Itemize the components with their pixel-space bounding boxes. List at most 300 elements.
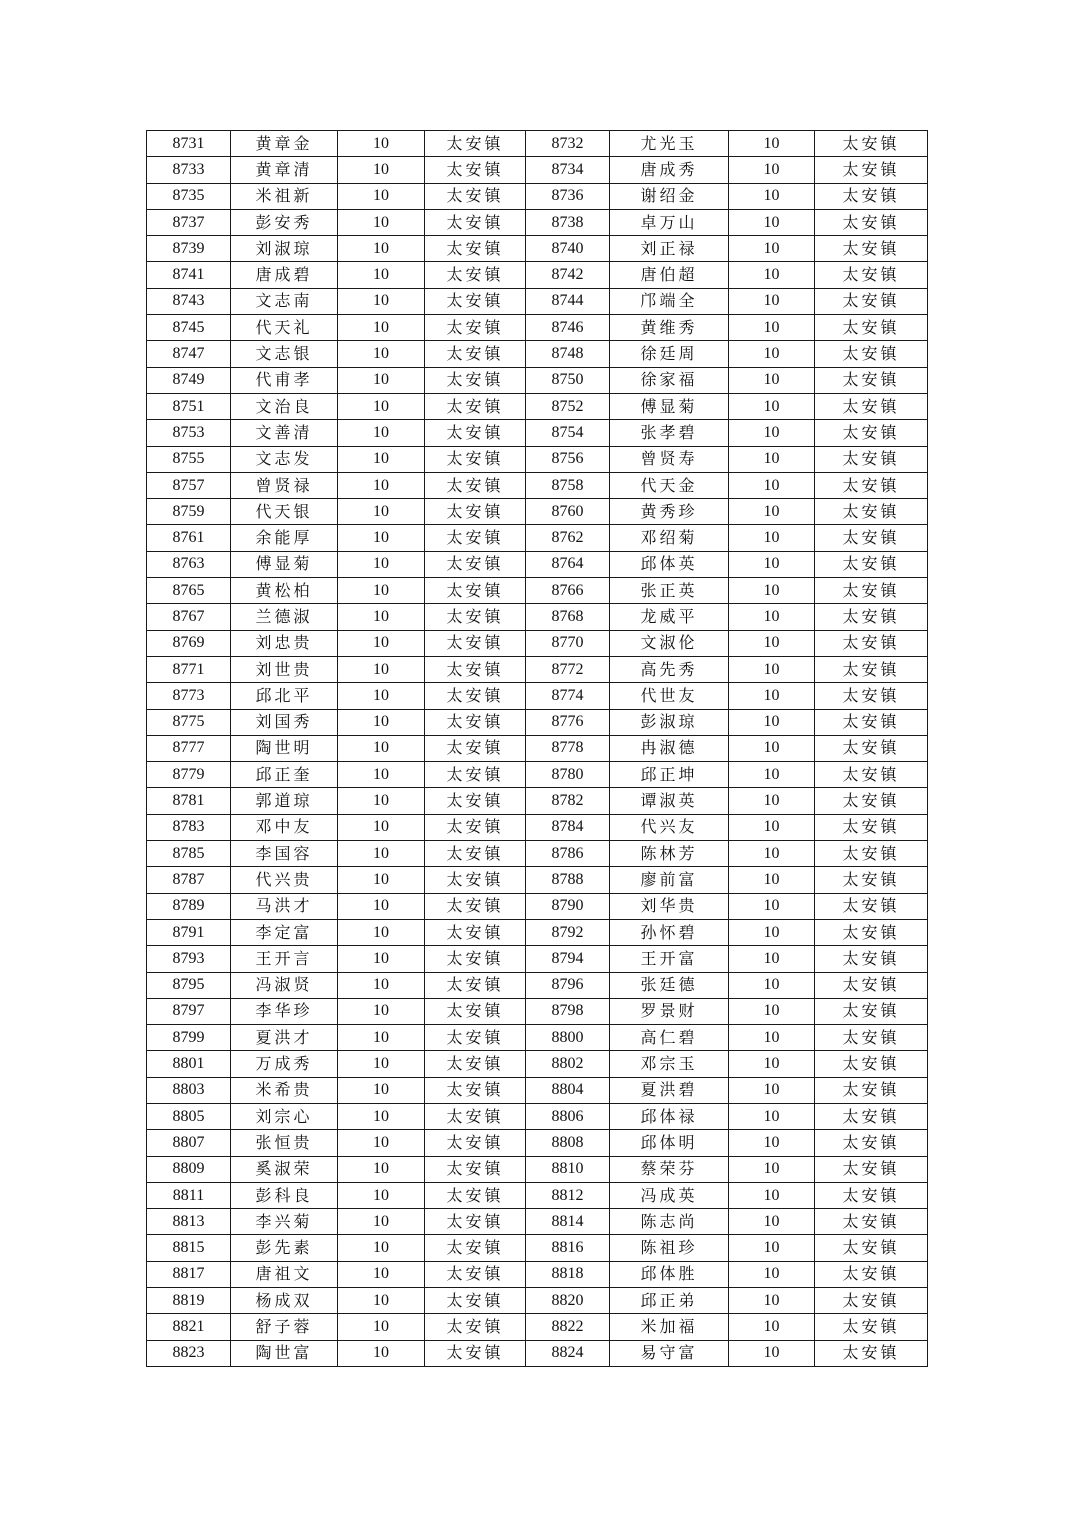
left-record-number-cell: 8809: [147, 1156, 231, 1182]
right-amount-cell: 10: [729, 131, 815, 157]
table-row: [147, 1025, 928, 1051]
right-township-cell: 太安镇: [815, 604, 928, 630]
left-amount-cell: 10: [338, 604, 425, 630]
left-township-cell: 太安镇: [425, 630, 526, 656]
left-amount-cell: 10: [338, 157, 425, 183]
left-township-cell: 太安镇: [425, 262, 526, 288]
right-township-cell: 太安镇: [815, 420, 928, 446]
right-amount-cell: 10: [729, 998, 815, 1024]
right-record-number-cell: 8752: [526, 393, 610, 419]
right-person-name-cell: 邓绍菊: [610, 525, 729, 551]
table-row: [147, 1288, 928, 1314]
left-person-name-cell: 兰德淑: [231, 604, 338, 630]
right-amount-cell: 10: [729, 1182, 815, 1208]
left-township-cell: 太安镇: [425, 893, 526, 919]
table-row: [147, 131, 928, 157]
table-row: [147, 341, 928, 367]
right-amount-cell: 10: [729, 393, 815, 419]
left-person-name-cell: 黄章金: [231, 131, 338, 157]
left-township-cell: 太安镇: [425, 393, 526, 419]
left-amount-cell: 10: [338, 683, 425, 709]
table-row: [147, 525, 928, 551]
left-person-name-cell: 唐成碧: [231, 262, 338, 288]
left-record-number-cell: 8779: [147, 762, 231, 788]
left-township-cell: 太安镇: [425, 998, 526, 1024]
left-township-cell: 太安镇: [425, 183, 526, 209]
left-township-cell: 太安镇: [425, 946, 526, 972]
right-person-name-cell: 尤光玉: [610, 131, 729, 157]
left-amount-cell: 10: [338, 788, 425, 814]
right-record-number-cell: 8796: [526, 972, 610, 998]
right-amount-cell: 10: [729, 841, 815, 867]
table-row: [147, 1261, 928, 1287]
right-person-name-cell: 龙威平: [610, 604, 729, 630]
left-township-cell: 太安镇: [425, 1261, 526, 1287]
right-amount-cell: 10: [729, 893, 815, 919]
right-person-name-cell: 邱正坤: [610, 762, 729, 788]
table-row: [147, 288, 928, 314]
left-record-number-cell: 8767: [147, 604, 231, 630]
left-record-number-cell: 8743: [147, 288, 231, 314]
left-township-cell: 太安镇: [425, 735, 526, 761]
left-amount-cell: 10: [338, 709, 425, 735]
right-township-cell: 太安镇: [815, 1340, 928, 1366]
left-amount-cell: 10: [338, 814, 425, 840]
table-row: [147, 183, 928, 209]
left-record-number-cell: 8735: [147, 183, 231, 209]
right-amount-cell: 10: [729, 420, 815, 446]
right-record-number-cell: 8812: [526, 1182, 610, 1208]
right-person-name-cell: 廖前富: [610, 867, 729, 893]
left-record-number-cell: 8815: [147, 1235, 231, 1261]
left-person-name-cell: 余能厚: [231, 525, 338, 551]
table-row: [147, 656, 928, 682]
left-township-cell: 太安镇: [425, 1025, 526, 1051]
right-person-name-cell: 谢绍金: [610, 183, 729, 209]
left-amount-cell: 10: [338, 1209, 425, 1235]
right-person-name-cell: 谭淑英: [610, 788, 729, 814]
right-township-cell: 太安镇: [815, 946, 928, 972]
right-record-number-cell: 8802: [526, 1051, 610, 1077]
right-person-name-cell: 徐廷周: [610, 341, 729, 367]
right-amount-cell: 10: [729, 788, 815, 814]
right-record-number-cell: 8770: [526, 630, 610, 656]
left-amount-cell: 10: [338, 525, 425, 551]
right-person-name-cell: 邱体胜: [610, 1261, 729, 1287]
right-township-cell: 太安镇: [815, 867, 928, 893]
left-person-name-cell: 王开言: [231, 946, 338, 972]
right-township-cell: 太安镇: [815, 262, 928, 288]
left-person-name-cell: 刘国秀: [231, 709, 338, 735]
left-person-name-cell: 彭安秀: [231, 209, 338, 235]
left-person-name-cell: 舒子蓉: [231, 1314, 338, 1340]
right-amount-cell: 10: [729, 1025, 815, 1051]
right-amount-cell: 10: [729, 814, 815, 840]
left-township-cell: 太安镇: [425, 1130, 526, 1156]
right-record-number-cell: 8736: [526, 183, 610, 209]
left-township-cell: 太安镇: [425, 1156, 526, 1182]
left-person-name-cell: 陶世富: [231, 1340, 338, 1366]
right-township-cell: 太安镇: [815, 1261, 928, 1287]
left-amount-cell: 10: [338, 1288, 425, 1314]
right-person-name-cell: 冯成英: [610, 1182, 729, 1208]
right-amount-cell: 10: [729, 1130, 815, 1156]
left-township-cell: 太安镇: [425, 288, 526, 314]
roster-body: [147, 131, 928, 1367]
right-record-number-cell: 8808: [526, 1130, 610, 1156]
left-record-number-cell: 8737: [147, 209, 231, 235]
left-record-number-cell: 8733: [147, 157, 231, 183]
left-record-number-cell: 8803: [147, 1077, 231, 1103]
right-record-number-cell: 8764: [526, 551, 610, 577]
left-record-number-cell: 8763: [147, 551, 231, 577]
left-record-number-cell: 8745: [147, 315, 231, 341]
right-amount-cell: 10: [729, 1314, 815, 1340]
left-record-number-cell: 8755: [147, 446, 231, 472]
right-record-number-cell: 8756: [526, 446, 610, 472]
right-record-number-cell: 8782: [526, 788, 610, 814]
right-record-number-cell: 8818: [526, 1261, 610, 1287]
right-amount-cell: 10: [729, 288, 815, 314]
right-amount-cell: 10: [729, 762, 815, 788]
left-amount-cell: 10: [338, 131, 425, 157]
left-record-number-cell: 8797: [147, 998, 231, 1024]
right-township-cell: 太安镇: [815, 446, 928, 472]
right-record-number-cell: 8772: [526, 656, 610, 682]
left-record-number-cell: 8791: [147, 919, 231, 945]
right-person-name-cell: 米加福: [610, 1314, 729, 1340]
right-township-cell: 太安镇: [815, 525, 928, 551]
right-amount-cell: 10: [729, 341, 815, 367]
right-person-name-cell: 唐伯超: [610, 262, 729, 288]
right-record-number-cell: 8820: [526, 1288, 610, 1314]
right-person-name-cell: 张正英: [610, 578, 729, 604]
left-amount-cell: 10: [338, 1182, 425, 1208]
left-township-cell: 太安镇: [425, 788, 526, 814]
left-record-number-cell: 8821: [147, 1314, 231, 1340]
table-row: [147, 1077, 928, 1103]
table-row: [147, 367, 928, 393]
table-row: [147, 1182, 928, 1208]
right-record-number-cell: 8744: [526, 288, 610, 314]
right-record-number-cell: 8762: [526, 525, 610, 551]
right-amount-cell: 10: [729, 315, 815, 341]
left-amount-cell: 10: [338, 972, 425, 998]
right-township-cell: 太安镇: [815, 630, 928, 656]
left-township-cell: 太安镇: [425, 919, 526, 945]
right-township-cell: 太安镇: [815, 814, 928, 840]
left-amount-cell: 10: [338, 551, 425, 577]
right-township-cell: 太安镇: [815, 1288, 928, 1314]
left-person-name-cell: 李定富: [231, 919, 338, 945]
right-township-cell: 太安镇: [815, 551, 928, 577]
left-amount-cell: 10: [338, 1077, 425, 1103]
right-township-cell: 太安镇: [815, 762, 928, 788]
right-township-cell: 太安镇: [815, 1077, 928, 1103]
right-person-name-cell: 徐家福: [610, 367, 729, 393]
left-amount-cell: 10: [338, 998, 425, 1024]
right-township-cell: 太安镇: [815, 1235, 928, 1261]
left-record-number-cell: 8799: [147, 1025, 231, 1051]
left-amount-cell: 10: [338, 630, 425, 656]
left-amount-cell: 10: [338, 1261, 425, 1287]
left-person-name-cell: 李国容: [231, 841, 338, 867]
left-township-cell: 太安镇: [425, 1103, 526, 1129]
left-record-number-cell: 8751: [147, 393, 231, 419]
left-amount-cell: 10: [338, 446, 425, 472]
table-row: [147, 893, 928, 919]
left-amount-cell: 10: [338, 656, 425, 682]
left-amount-cell: 10: [338, 1051, 425, 1077]
left-amount-cell: 10: [338, 1340, 425, 1366]
left-township-cell: 太安镇: [425, 1209, 526, 1235]
table-row: [147, 972, 928, 998]
right-record-number-cell: 8800: [526, 1025, 610, 1051]
right-amount-cell: 10: [729, 157, 815, 183]
left-record-number-cell: 8819: [147, 1288, 231, 1314]
right-amount-cell: 10: [729, 709, 815, 735]
right-township-cell: 太安镇: [815, 919, 928, 945]
left-person-name-cell: 刘忠贵: [231, 630, 338, 656]
left-township-cell: 太安镇: [425, 472, 526, 498]
table-row: [147, 262, 928, 288]
left-person-name-cell: 文志南: [231, 288, 338, 314]
left-record-number-cell: 8773: [147, 683, 231, 709]
right-amount-cell: 10: [729, 236, 815, 262]
left-record-number-cell: 8769: [147, 630, 231, 656]
left-person-name-cell: 文志发: [231, 446, 338, 472]
left-person-name-cell: 邱北平: [231, 683, 338, 709]
left-township-cell: 太安镇: [425, 578, 526, 604]
table-row: [147, 472, 928, 498]
left-record-number-cell: 8765: [147, 578, 231, 604]
left-amount-cell: 10: [338, 893, 425, 919]
left-amount-cell: 10: [338, 288, 425, 314]
left-record-number-cell: 8823: [147, 1340, 231, 1366]
left-person-name-cell: 代甫孝: [231, 367, 338, 393]
left-person-name-cell: 张恒贵: [231, 1130, 338, 1156]
left-record-number-cell: 8783: [147, 814, 231, 840]
table-row: [147, 683, 928, 709]
right-township-cell: 太安镇: [815, 209, 928, 235]
right-amount-cell: 10: [729, 472, 815, 498]
right-township-cell: 太安镇: [815, 735, 928, 761]
left-record-number-cell: 8741: [147, 262, 231, 288]
table-row: [147, 1235, 928, 1261]
right-amount-cell: 10: [729, 867, 815, 893]
left-township-cell: 太安镇: [425, 814, 526, 840]
left-person-name-cell: 彭科良: [231, 1182, 338, 1208]
right-record-number-cell: 8766: [526, 578, 610, 604]
right-amount-cell: 10: [729, 1209, 815, 1235]
table-row: [147, 709, 928, 735]
right-record-number-cell: 8806: [526, 1103, 610, 1129]
right-person-name-cell: 夏洪碧: [610, 1077, 729, 1103]
left-township-cell: 太安镇: [425, 841, 526, 867]
left-person-name-cell: 陶世明: [231, 735, 338, 761]
right-amount-cell: 10: [729, 604, 815, 630]
left-person-name-cell: 曾贤禄: [231, 472, 338, 498]
right-record-number-cell: 8792: [526, 919, 610, 945]
left-township-cell: 太安镇: [425, 709, 526, 735]
table-row: [147, 919, 928, 945]
right-amount-cell: 10: [729, 630, 815, 656]
left-person-name-cell: 唐祖文: [231, 1261, 338, 1287]
right-record-number-cell: 8754: [526, 420, 610, 446]
table-row: [147, 446, 928, 472]
right-township-cell: 太安镇: [815, 1314, 928, 1340]
left-amount-cell: 10: [338, 735, 425, 761]
right-amount-cell: 10: [729, 656, 815, 682]
right-record-number-cell: 8810: [526, 1156, 610, 1182]
right-record-number-cell: 8740: [526, 236, 610, 262]
right-township-cell: 太安镇: [815, 893, 928, 919]
left-amount-cell: 10: [338, 578, 425, 604]
right-amount-cell: 10: [729, 1051, 815, 1077]
right-record-number-cell: 8738: [526, 209, 610, 235]
table-row: [147, 1340, 928, 1366]
left-amount-cell: 10: [338, 762, 425, 788]
left-amount-cell: 10: [338, 262, 425, 288]
table-row: [147, 1103, 928, 1129]
left-township-cell: 太安镇: [425, 1340, 526, 1366]
right-person-name-cell: 罗景财: [610, 998, 729, 1024]
left-record-number-cell: 8807: [147, 1130, 231, 1156]
left-amount-cell: 10: [338, 919, 425, 945]
left-township-cell: 太安镇: [425, 1314, 526, 1340]
right-township-cell: 太安镇: [815, 1182, 928, 1208]
left-amount-cell: 10: [338, 499, 425, 525]
right-person-name-cell: 卓万山: [610, 209, 729, 235]
table-row: [147, 1051, 928, 1077]
right-record-number-cell: 8746: [526, 315, 610, 341]
right-record-number-cell: 8742: [526, 262, 610, 288]
table-row: [147, 788, 928, 814]
right-person-name-cell: 邱体英: [610, 551, 729, 577]
left-person-name-cell: 夏洪才: [231, 1025, 338, 1051]
left-township-cell: 太安镇: [425, 1288, 526, 1314]
left-amount-cell: 10: [338, 1156, 425, 1182]
right-township-cell: 太安镇: [815, 683, 928, 709]
right-record-number-cell: 8778: [526, 735, 610, 761]
left-amount-cell: 10: [338, 393, 425, 419]
right-record-number-cell: 8732: [526, 131, 610, 157]
right-person-name-cell: 陈祖珍: [610, 1235, 729, 1261]
table-row: [147, 157, 928, 183]
left-record-number-cell: 8747: [147, 341, 231, 367]
table-row: [147, 814, 928, 840]
right-amount-cell: 10: [729, 1103, 815, 1129]
right-township-cell: 太安镇: [815, 341, 928, 367]
left-record-number-cell: 8771: [147, 656, 231, 682]
right-person-name-cell: 邱正弟: [610, 1288, 729, 1314]
left-record-number-cell: 8787: [147, 867, 231, 893]
left-person-name-cell: 冯淑贤: [231, 972, 338, 998]
right-person-name-cell: 唐成秀: [610, 157, 729, 183]
right-township-cell: 太安镇: [815, 578, 928, 604]
left-amount-cell: 10: [338, 1130, 425, 1156]
table-row: [147, 946, 928, 972]
left-township-cell: 太安镇: [425, 867, 526, 893]
right-amount-cell: 10: [729, 919, 815, 945]
right-township-cell: 太安镇: [815, 367, 928, 393]
right-person-name-cell: 张廷德: [610, 972, 729, 998]
right-amount-cell: 10: [729, 1340, 815, 1366]
left-person-name-cell: 文治良: [231, 393, 338, 419]
left-person-name-cell: 奚淑荣: [231, 1156, 338, 1182]
left-person-name-cell: 米希贵: [231, 1077, 338, 1103]
table-row: [147, 393, 928, 419]
right-person-name-cell: 邱体禄: [610, 1103, 729, 1129]
left-township-cell: 太安镇: [425, 1077, 526, 1103]
right-record-number-cell: 8822: [526, 1314, 610, 1340]
right-person-name-cell: 代世友: [610, 683, 729, 709]
left-amount-cell: 10: [338, 1025, 425, 1051]
left-township-cell: 太安镇: [425, 446, 526, 472]
left-township-cell: 太安镇: [425, 420, 526, 446]
left-record-number-cell: 8795: [147, 972, 231, 998]
table-row: [147, 1130, 928, 1156]
right-record-number-cell: 8824: [526, 1340, 610, 1366]
left-township-cell: 太安镇: [425, 1051, 526, 1077]
left-record-number-cell: 8793: [147, 946, 231, 972]
right-person-name-cell: 蔡荣芬: [610, 1156, 729, 1182]
right-township-cell: 太安镇: [815, 1130, 928, 1156]
right-record-number-cell: 8804: [526, 1077, 610, 1103]
left-township-cell: 太安镇: [425, 499, 526, 525]
left-record-number-cell: 8739: [147, 236, 231, 262]
right-amount-cell: 10: [729, 262, 815, 288]
left-record-number-cell: 8817: [147, 1261, 231, 1287]
right-record-number-cell: 8768: [526, 604, 610, 630]
right-person-name-cell: 彭淑琼: [610, 709, 729, 735]
left-person-name-cell: 邱正奎: [231, 762, 338, 788]
right-township-cell: 太安镇: [815, 131, 928, 157]
left-record-number-cell: 8789: [147, 893, 231, 919]
left-person-name-cell: 文善清: [231, 420, 338, 446]
left-township-cell: 太安镇: [425, 683, 526, 709]
table-row: [147, 841, 928, 867]
table-row: [147, 236, 928, 262]
right-township-cell: 太安镇: [815, 1209, 928, 1235]
left-amount-cell: 10: [338, 946, 425, 972]
left-record-number-cell: 8749: [147, 367, 231, 393]
right-amount-cell: 10: [729, 946, 815, 972]
right-township-cell: 太安镇: [815, 393, 928, 419]
right-person-name-cell: 曾贤寿: [610, 446, 729, 472]
right-person-name-cell: 邓宗玉: [610, 1051, 729, 1077]
table-row: [147, 998, 928, 1024]
table-row: [147, 499, 928, 525]
left-township-cell: 太安镇: [425, 236, 526, 262]
left-person-name-cell: 李华珍: [231, 998, 338, 1024]
left-person-name-cell: 杨成双: [231, 1288, 338, 1314]
right-township-cell: 太安镇: [815, 1051, 928, 1077]
table-row: [147, 209, 928, 235]
left-amount-cell: 10: [338, 367, 425, 393]
right-record-number-cell: 8776: [526, 709, 610, 735]
left-record-number-cell: 8759: [147, 499, 231, 525]
right-record-number-cell: 8790: [526, 893, 610, 919]
left-township-cell: 太安镇: [425, 315, 526, 341]
right-record-number-cell: 8734: [526, 157, 610, 183]
right-township-cell: 太安镇: [815, 1103, 928, 1129]
right-record-number-cell: 8750: [526, 367, 610, 393]
left-record-number-cell: 8731: [147, 131, 231, 157]
left-person-name-cell: 代天银: [231, 499, 338, 525]
left-person-name-cell: 李兴菊: [231, 1209, 338, 1235]
table-row: [147, 867, 928, 893]
